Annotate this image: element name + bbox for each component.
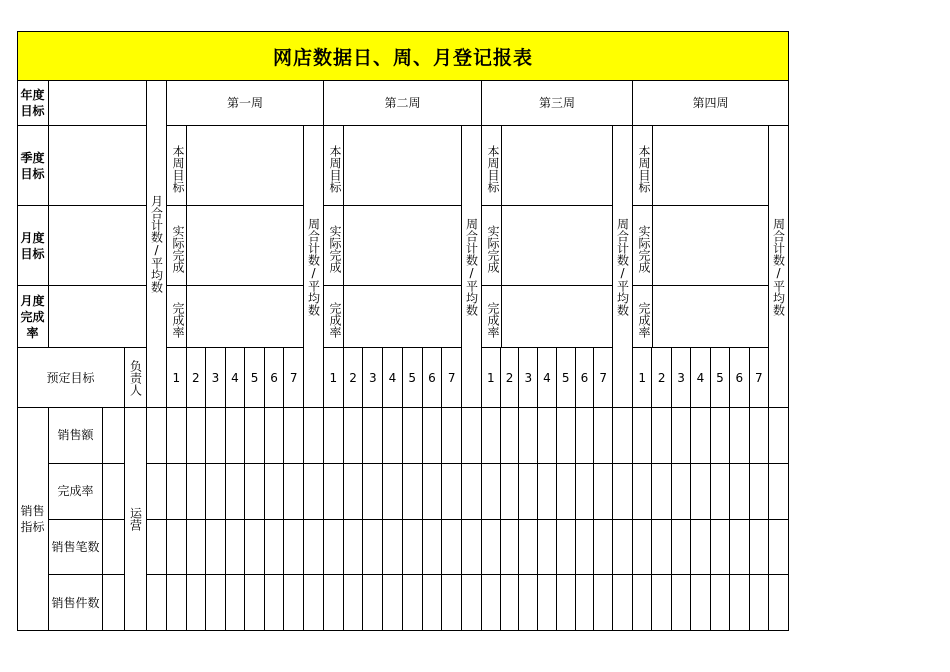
day-value-cell[interactable] [672,575,691,631]
day-value-cell[interactable] [423,520,443,576]
week-actual-label: 实际完成 [324,206,344,286]
day-header: 1 [167,348,187,408]
month-total-cell[interactable] [147,575,167,631]
day-value-cell[interactable] [652,520,671,576]
day-value-cell[interactable] [383,575,403,631]
day-value-cell[interactable] [206,520,226,576]
day-value-cell[interactable] [344,408,364,464]
day-value-cell[interactable] [482,575,501,631]
month-total-cell[interactable] [147,520,167,576]
day-value-cell[interactable] [265,408,285,464]
day-value-cell[interactable] [403,464,423,520]
week-total-cell[interactable] [769,408,789,464]
week-total-cell[interactable] [769,520,789,576]
day-value-cell[interactable] [501,464,520,520]
year-target-value[interactable] [49,81,147,126]
day-value-cell[interactable] [442,464,462,520]
day-header: 5 [403,348,423,408]
month-target-label: 月度目标 [17,206,49,286]
day-value-cell[interactable] [324,520,344,576]
day-value-cell[interactable] [423,575,443,631]
day-header: 1 [482,348,501,408]
day-header: 4 [538,348,557,408]
sales-metric-spacer [103,520,125,576]
day-value-cell[interactable] [576,464,595,520]
week-header-4: 第四周 [633,81,789,126]
day-value-cell[interactable] [652,408,671,464]
day-value-cell[interactable] [711,520,730,576]
week-target-value[interactable] [187,126,304,206]
day-value-cell[interactable] [482,408,501,464]
day-header: 3 [672,348,691,408]
day-value-cell[interactable] [633,575,652,631]
day-value-cell[interactable] [206,464,226,520]
week-total-header: 周合计数/平均数 [769,126,789,408]
week-rate-value[interactable] [344,286,462,348]
day-value-cell[interactable] [519,520,538,576]
week-header-2: 第二周 [324,81,482,126]
day-header: 7 [750,348,769,408]
day-value-cell[interactable] [711,408,730,464]
day-value-cell[interactable] [501,520,520,576]
day-value-cell[interactable] [750,520,769,576]
day-value-cell[interactable] [482,464,501,520]
day-header: 6 [576,348,595,408]
day-value-cell[interactable] [750,408,769,464]
day-header: 4 [691,348,710,408]
week-rate-label: 完成率 [324,286,344,348]
day-value-cell[interactable] [265,464,285,520]
month-rate-label: 月度完成率 [17,286,49,348]
day-value-cell[interactable] [538,464,557,520]
day-header: 6 [730,348,749,408]
day-value-cell[interactable] [284,464,304,520]
month-total-cell[interactable] [147,464,167,520]
day-value-cell[interactable] [187,408,207,464]
week-total-cell[interactable] [613,408,633,464]
day-value-cell[interactable] [363,520,383,576]
week-total-cell[interactable] [304,408,324,464]
day-value-cell[interactable] [538,575,557,631]
day-value-cell[interactable] [363,408,383,464]
sales-metric-label: 完成率 [49,464,103,520]
day-value-cell[interactable] [344,464,364,520]
year-target-label: 年度目标 [17,81,49,126]
week-total-header: 周合计数/平均数 [462,126,482,408]
day-header: 3 [206,348,226,408]
day-value-cell[interactable] [226,408,246,464]
day-value-cell[interactable] [324,408,344,464]
day-value-cell[interactable] [403,408,423,464]
day-value-cell[interactable] [442,575,462,631]
day-value-cell[interactable] [576,408,595,464]
day-value-cell[interactable] [423,408,443,464]
day-value-cell[interactable] [557,575,576,631]
day-header: 5 [245,348,265,408]
week-total-cell[interactable] [613,464,633,520]
day-value-cell[interactable] [691,520,710,576]
day-value-cell[interactable] [167,408,187,464]
day-header: 4 [383,348,403,408]
day-header: 2 [344,348,364,408]
day-value-cell[interactable] [576,575,595,631]
day-value-cell[interactable] [167,575,187,631]
week-actual-value[interactable] [502,206,613,286]
day-value-cell[interactable] [730,575,749,631]
day-header: 5 [711,348,730,408]
day-value-cell[interactable] [672,408,691,464]
day-header: 3 [519,348,538,408]
week-total-header: 周合计数/平均数 [304,126,324,408]
day-value-cell[interactable] [672,520,691,576]
day-value-cell[interactable] [538,520,557,576]
week-total-cell[interactable] [613,520,633,576]
month-rate-value[interactable] [49,286,147,348]
week-total-cell[interactable] [304,575,324,631]
day-value-cell[interactable] [633,408,652,464]
day-header: 4 [226,348,246,408]
day-header: 5 [557,348,576,408]
day-value-cell[interactable] [187,575,207,631]
day-header: 6 [265,348,285,408]
week-total-cell[interactable] [613,575,633,631]
day-value-cell[interactable] [633,464,652,520]
quarter-target-label: 季度目标 [17,126,49,206]
day-value-cell[interactable] [519,575,538,631]
week-actual-value[interactable] [187,206,304,286]
day-value-cell[interactable] [383,520,403,576]
week-total-cell[interactable] [769,464,789,520]
day-value-cell[interactable] [187,520,207,576]
sales-metric-label: 销售笔数 [49,520,103,576]
quarter-target-value[interactable] [49,126,147,206]
day-value-cell[interactable] [691,464,710,520]
day-header: 6 [423,348,443,408]
week-actual-value[interactable] [653,206,769,286]
day-value-cell[interactable] [167,520,187,576]
day-value-cell[interactable] [284,575,304,631]
day-header: 2 [187,348,207,408]
day-value-cell[interactable] [594,464,613,520]
day-value-cell[interactable] [691,575,710,631]
day-value-cell[interactable] [730,408,749,464]
day-value-cell[interactable] [403,575,423,631]
day-value-cell[interactable] [245,575,265,631]
day-header: 1 [324,348,344,408]
day-value-cell[interactable] [265,575,285,631]
sales-metric-spacer [103,575,125,631]
day-value-cell[interactable] [711,464,730,520]
day-value-cell[interactable] [672,464,691,520]
day-value-cell[interactable] [324,464,344,520]
day-value-cell[interactable] [403,520,423,576]
week-header-1: 第一周 [167,81,324,126]
day-value-cell[interactable] [519,464,538,520]
month-total-cell[interactable] [147,408,167,464]
day-value-cell[interactable] [519,408,538,464]
week-total-cell[interactable] [462,575,482,631]
day-header: 3 [363,348,383,408]
day-value-cell[interactable] [730,520,749,576]
day-value-cell[interactable] [344,520,364,576]
week-actual-value[interactable] [344,206,462,286]
day-header: 1 [633,348,652,408]
day-value-cell[interactable] [691,408,710,464]
month-target-value[interactable] [49,206,147,286]
day-header: 7 [442,348,462,408]
day-value-cell[interactable] [187,464,207,520]
day-value-cell[interactable] [284,520,304,576]
day-value-cell[interactable] [245,464,265,520]
day-value-cell[interactable] [557,464,576,520]
day-value-cell[interactable] [730,464,749,520]
week-rate-label: 完成率 [633,286,653,348]
day-value-cell[interactable] [501,575,520,631]
week-rate-value[interactable] [502,286,613,348]
week-total-cell[interactable] [304,520,324,576]
week-target-value[interactable] [653,126,769,206]
preset-target-label: 预定目标 [17,348,125,408]
day-header: 2 [652,348,671,408]
day-value-cell[interactable] [652,575,671,631]
day-value-cell[interactable] [501,408,520,464]
day-value-cell[interactable] [206,408,226,464]
day-value-cell[interactable] [576,520,595,576]
day-value-cell[interactable] [423,464,443,520]
day-value-cell[interactable] [226,464,246,520]
sales-metric-spacer [103,464,125,520]
day-value-cell[interactable] [442,408,462,464]
day-value-cell[interactable] [383,408,403,464]
day-value-cell[interactable] [363,575,383,631]
day-value-cell[interactable] [594,408,613,464]
day-value-cell[interactable] [594,575,613,631]
sales-owner: 运营 [125,408,147,631]
day-value-cell[interactable] [324,575,344,631]
day-header: 7 [594,348,613,408]
sales-metric-label: 销售件数 [49,575,103,631]
day-value-cell[interactable] [750,575,769,631]
week-total-cell[interactable] [769,575,789,631]
day-value-cell[interactable] [167,464,187,520]
day-value-cell[interactable] [538,408,557,464]
day-value-cell[interactable] [344,575,364,631]
week-total-cell[interactable] [462,408,482,464]
week-actual-label: 实际完成 [167,206,187,286]
week-target-label: 本周目标 [324,126,344,206]
week-total-cell[interactable] [462,520,482,576]
day-header: 7 [284,348,304,408]
week-total-cell[interactable] [462,464,482,520]
day-value-cell[interactable] [750,464,769,520]
week-actual-label: 实际完成 [633,206,653,286]
day-value-cell[interactable] [245,520,265,576]
week-target-label: 本周目标 [633,126,653,206]
week-total-header: 周合计数/平均数 [613,126,633,408]
day-value-cell[interactable] [206,575,226,631]
week-target-label: 本周目标 [482,126,502,206]
day-value-cell[interactable] [557,520,576,576]
day-value-cell[interactable] [482,520,501,576]
day-value-cell[interactable] [226,520,246,576]
day-value-cell[interactable] [442,520,462,576]
report-title: 网店数据日、周、月登记报表 [17,31,789,81]
day-value-cell[interactable] [226,575,246,631]
day-value-cell[interactable] [284,408,304,464]
sales-group-label: 销售指标 [17,408,49,631]
day-value-cell[interactable] [557,408,576,464]
day-header: 2 [501,348,520,408]
day-value-cell[interactable] [633,520,652,576]
sales-metric-spacer [103,408,125,464]
sales-metric-label: 销售额 [49,408,103,464]
week-rate-value[interactable] [653,286,769,348]
week-target-label: 本周目标 [167,126,187,206]
day-value-cell[interactable] [383,464,403,520]
week-target-value[interactable] [502,126,613,206]
month-total-header: 月合计数/平均数 [147,81,167,408]
day-value-cell[interactable] [265,520,285,576]
day-value-cell[interactable] [363,464,383,520]
week-rate-value[interactable] [187,286,304,348]
week-rate-label: 完成率 [167,286,187,348]
week-target-value[interactable] [344,126,462,206]
day-value-cell[interactable] [245,408,265,464]
day-value-cell[interactable] [594,520,613,576]
week-total-cell[interactable] [304,464,324,520]
week-header-3: 第三周 [482,81,633,126]
week-actual-label: 实际完成 [482,206,502,286]
week-rate-label: 完成率 [482,286,502,348]
owner-header: 负责人 [125,348,147,408]
day-value-cell[interactable] [652,464,671,520]
day-value-cell[interactable] [711,575,730,631]
